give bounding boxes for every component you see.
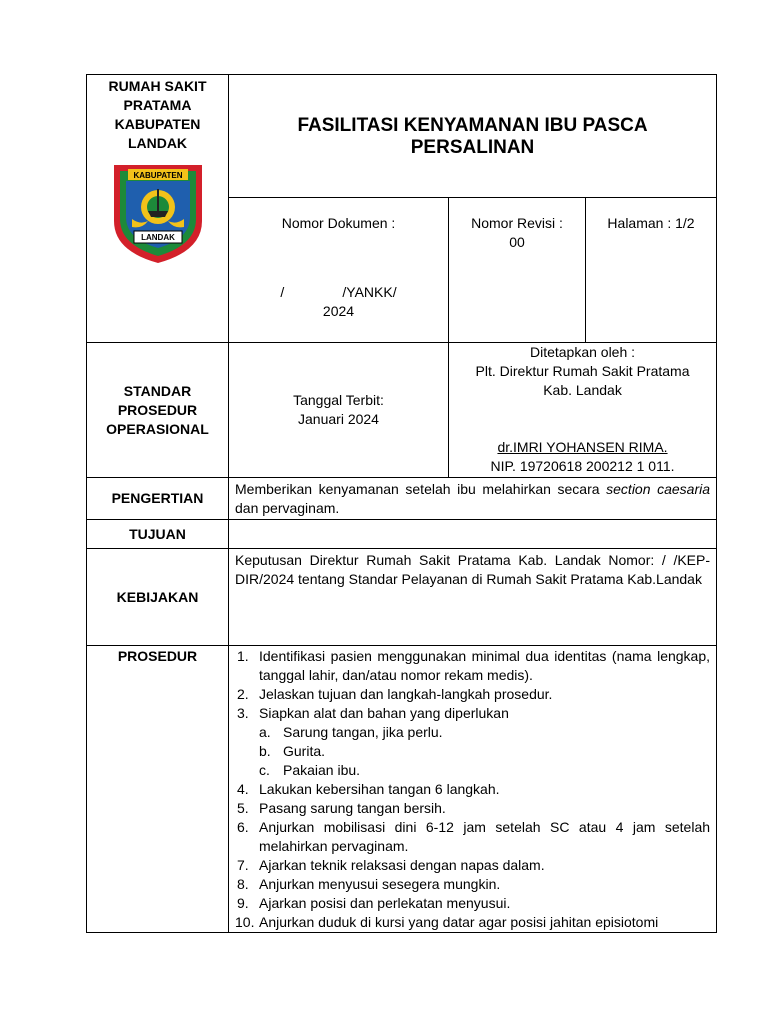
revision-label: Nomor Revisi :: [471, 215, 563, 231]
sop-table: [86, 74, 717, 933]
approver-name: dr.IMRI YOHANSEN RIMA.: [497, 439, 668, 455]
step-number: 9.: [237, 895, 249, 911]
supply-item: [259, 742, 710, 761]
step-text: Anjurkan duduk di kursi yang datar agar posisi jahitan episiotomi: [259, 914, 659, 930]
kebijakan-label: KEBIJAKAN: [87, 549, 229, 646]
document-number-label: Nomor Dokumen :: [281, 215, 396, 231]
step-number: 1.: [237, 648, 249, 664]
tujuan-label: TUJUAN: [87, 520, 229, 549]
sop-label-line-1: STANDAR: [123, 382, 192, 399]
step-text: Ajarkan posisi dan perlekatan menyusui.: [259, 895, 511, 911]
step-number: 10.: [235, 914, 255, 930]
step-text: Pasang sarung tangan bersih.: [259, 800, 446, 816]
step-text: Anjurkan mobilisasi dini 6-12 jam setelah SC atau 4 jam setelah melahirkan pervaginam.: [259, 819, 711, 854]
org-name-line-2: PRATAMA: [123, 97, 192, 113]
step-text: Lakukan kebersihan tangan 6 langkah.: [259, 781, 500, 797]
pengertian-text-italic: section caesaria: [606, 481, 711, 497]
step-number: 6.: [237, 819, 249, 835]
title-line-1: FASILITASI KENYAMANAN IBU PASCA: [297, 115, 648, 136]
sop-document: [86, 74, 716, 933]
issue-date-value: Januari 2024: [298, 411, 379, 427]
step-number: 3.: [237, 705, 249, 721]
procedure-step: [229, 685, 710, 704]
org-name-line-3: KABUPATEN: [114, 116, 201, 132]
procedure-step: [229, 818, 710, 856]
procedure-step: [229, 913, 710, 932]
prosedur-cell: [229, 646, 717, 933]
procedure-step: [229, 875, 710, 894]
step-text: Identifikasi pasien menggunakan minimal dua identitas (nama lengkap, tanggal lahir, dan/atau nomor rekam medis).: [259, 648, 711, 683]
tujuan-text: [229, 520, 717, 549]
step-text: Ajarkan teknik relaksasi dengan napas dalam.: [259, 857, 545, 873]
title-line-2: PERSALINAN: [410, 137, 535, 158]
procedure-step: [229, 704, 710, 780]
sop-label-line-3: OPERASIONAL: [106, 420, 209, 437]
supply-item-text: Gurita.: [283, 743, 326, 759]
sop-label-line-2: PROSEDUR: [117, 401, 198, 418]
revision-value: 00: [509, 234, 525, 250]
kebijakan-text: Keputusan Direktur Rumah Sakit Pratama Kab. Landak Nomor: / /KEP-DIR/2024 tentang Standar Pelayanan di Rumah Sakit Pratama Kab.Landak: [229, 549, 717, 646]
revision-cell: [449, 198, 586, 343]
step-number: 5.: [237, 800, 249, 816]
supply-item: [259, 761, 710, 780]
procedure-step: [229, 799, 710, 818]
procedure-step: [229, 856, 710, 875]
issue-date-cell: [229, 343, 449, 478]
supply-item-letter: b.: [259, 743, 271, 759]
org-name-line-1: RUMAH SAKIT: [108, 78, 207, 94]
pengertian-text-a: Memberikan kenyamanan setelah ibu melahirkan secara: [235, 481, 607, 497]
pengertian-text: [229, 478, 717, 520]
supply-item-letter: a.: [259, 724, 271, 740]
pengertian-text-b: dan pervaginam.: [235, 500, 340, 516]
org-cell: [87, 75, 229, 343]
document-title: [229, 75, 717, 198]
step-text: Jelaskan tujuan dan langkah-langkah prosedur.: [259, 686, 553, 702]
document-number-code: /YANKK/: [342, 284, 397, 300]
supply-item-text: Pakaian ibu.: [283, 762, 361, 778]
pengertian-label: PENGERTIAN: [87, 478, 229, 520]
document-number-value: [229, 283, 448, 321]
approved-by-label: Ditetapkan oleh :: [529, 344, 636, 360]
step-text: Anjurkan menyusui sesegera mungkin.: [259, 876, 501, 892]
approver-title-line-1: Plt. Direktur Rumah Sakit Pratama: [475, 363, 690, 379]
document-number-slash: /: [280, 284, 285, 300]
logo-top-text: KABUPATEN: [132, 171, 183, 180]
org-name-line-4: LANDAK: [127, 135, 188, 151]
step-number: 8.: [237, 876, 249, 892]
procedure-step: [229, 780, 710, 799]
procedure-list: [229, 647, 716, 932]
approver-title-line-2: Kab. Landak: [543, 382, 622, 398]
step-number: 4.: [237, 781, 249, 797]
supply-item: [259, 723, 710, 742]
supply-item-text: Sarung tangan, jika perlu.: [283, 724, 443, 740]
sop-label-cell: [87, 343, 229, 478]
step-number: 7.: [237, 857, 249, 873]
issue-date-label: Tanggal Terbit:: [293, 392, 384, 408]
page-cell: [586, 198, 717, 343]
supply-item-letter: c.: [259, 762, 270, 778]
step-number: 2.: [237, 686, 249, 702]
logo-bottom-text: LANDAK: [140, 233, 175, 242]
page-label: Halaman : 1/2: [607, 215, 695, 231]
procedure-step: [229, 894, 710, 913]
document-number-year: 2024: [322, 303, 355, 319]
approval-cell: [449, 343, 717, 478]
step-text-wrap: [259, 704, 710, 780]
document-number-cell: [229, 198, 449, 343]
supply-list: [259, 723, 710, 780]
step-text: Siapkan alat dan bahan yang diperlukan: [259, 705, 509, 721]
procedure-step: [229, 647, 710, 685]
prosedur-label: PROSEDUR: [87, 646, 229, 933]
regency-logo-icon: [108, 159, 208, 267]
approver-nip: NIP. 19720618 200212 1 011.: [490, 458, 675, 474]
